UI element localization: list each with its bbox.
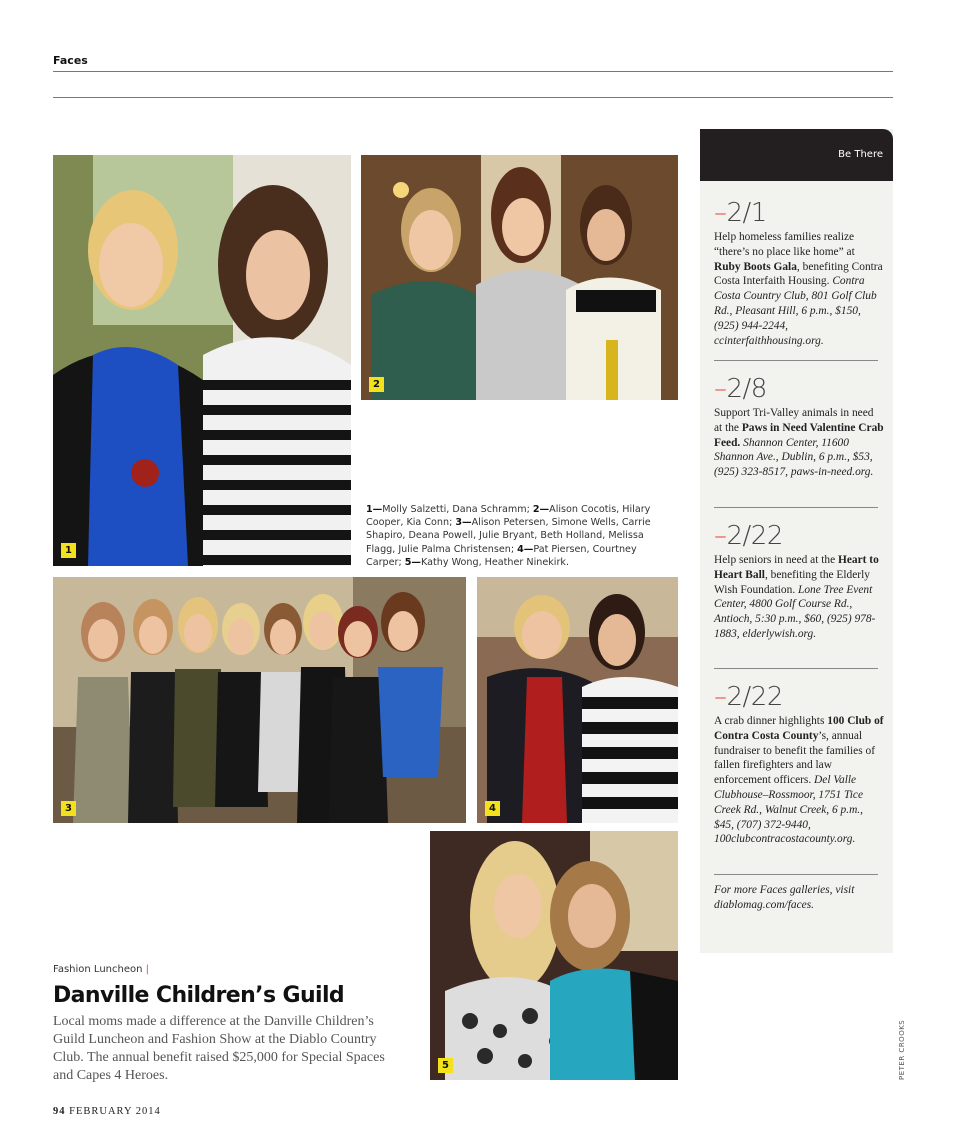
photo-5-scene bbox=[430, 831, 678, 1080]
photo-3 bbox=[53, 577, 466, 823]
photo-number-tag: 2 bbox=[369, 377, 384, 392]
photo-2-scene bbox=[361, 155, 678, 400]
photo-4-scene bbox=[477, 577, 678, 823]
event-date: –2/8 bbox=[714, 374, 767, 404]
event-description: Support Tri-Valley animals in need at the Paws in Need Valentine Crab Feed. Shannon Center, 11600 Shannon Ave., Dublin, 6 p.m., $53, (925) 323-8517, paws-in-need.org. bbox=[714, 407, 884, 479]
event-listing bbox=[714, 521, 884, 642]
photo-1 bbox=[53, 155, 351, 566]
event-description: A crab dinner highlights 100 Club of Contra Costa County’s, annual fundraiser to benefit the families of fallen firefighters and law enforcement officers. Del Valle Clubhouse–Rossmoor, 1751 Tice Creek Rd., Walnut Creek, 6 p.m., $45, (707) 372-9440, 100clubcontracostacounty.org. bbox=[714, 715, 884, 846]
sidebar-header bbox=[700, 129, 893, 181]
story-headline: Danville Children’s Guild bbox=[53, 983, 345, 1008]
event-listing bbox=[714, 198, 884, 348]
second-rule bbox=[53, 97, 893, 98]
event-description: Help homeless families realize “there’s no place like home” at Ruby Boots Gala, benefiting Contra Costa Interfaith Housing. Contra Costa Country Club, 801 Golf Club Rd., Pleasant Hill, 6 p.m., $150, (925) 944-2244, ccinterfaithhousing.org. bbox=[714, 231, 883, 347]
photo-3-scene bbox=[53, 577, 466, 823]
event-divider bbox=[714, 668, 878, 669]
photo-credit: PETER CROOKS bbox=[898, 1019, 906, 1080]
more-galleries-note: For more Faces galleries, visit diablomag.com/faces. bbox=[714, 884, 855, 911]
photo-number-tag: 3 bbox=[61, 801, 76, 816]
event-date: –2/22 bbox=[714, 682, 783, 712]
event-description: Help seniors in need at the Heart to Heart Ball, benefiting the Elderly Wish Foundation. Lone Tree Event Center, 4800 Golf Course Rd., Antioch, 5:30 p.m., $60, (925) 978-1883, elderlywish.org. bbox=[714, 554, 879, 640]
event-divider bbox=[714, 507, 878, 508]
event-listing bbox=[714, 374, 884, 480]
photo-4 bbox=[477, 577, 678, 823]
photo-number-tag: 5 bbox=[438, 1058, 453, 1073]
event-listing bbox=[714, 682, 884, 847]
section-label: Faces bbox=[53, 54, 88, 67]
event-date: –2/1 bbox=[714, 198, 767, 228]
page-folio: 94 FEBRUARY 2014 bbox=[53, 1106, 161, 1117]
story-dek: Local moms made a difference at the Danville Children’s Guild Luncheon and Fashion Show at the Diablo Country Club. The annual benefit raised $25,000 for Special Spaces and Capes 4 Heroes. bbox=[53, 1014, 385, 1083]
photo-5 bbox=[430, 831, 678, 1080]
top-rule bbox=[53, 71, 893, 72]
event-date: –2/22 bbox=[714, 521, 783, 551]
event-divider bbox=[714, 360, 878, 361]
story-kicker: Fashion Luncheon | bbox=[53, 964, 150, 975]
sidebar-heading: Be There bbox=[838, 149, 883, 160]
photo-1-scene bbox=[53, 155, 351, 566]
photo-number-tag: 4 bbox=[485, 801, 500, 816]
photo-caption: 1—Molly Salzetti, Dana Schramm; 2—Alison Cocotis, Hilary Cooper, Kia Conn; 3—Alison Petersen, Simone Wells, Carrie Shapiro, Deana Powell, Julie Bryant, Beth Holland, Melissa Flagg, Julie Palma Christensen; 4—Pat Piersen, Courtney Carper; 5—Kathy Wong, Heather Ninekirk. bbox=[366, 504, 651, 568]
photo-number-tag: 1 bbox=[61, 543, 76, 558]
photo-2 bbox=[361, 155, 678, 400]
event-divider bbox=[714, 874, 878, 875]
